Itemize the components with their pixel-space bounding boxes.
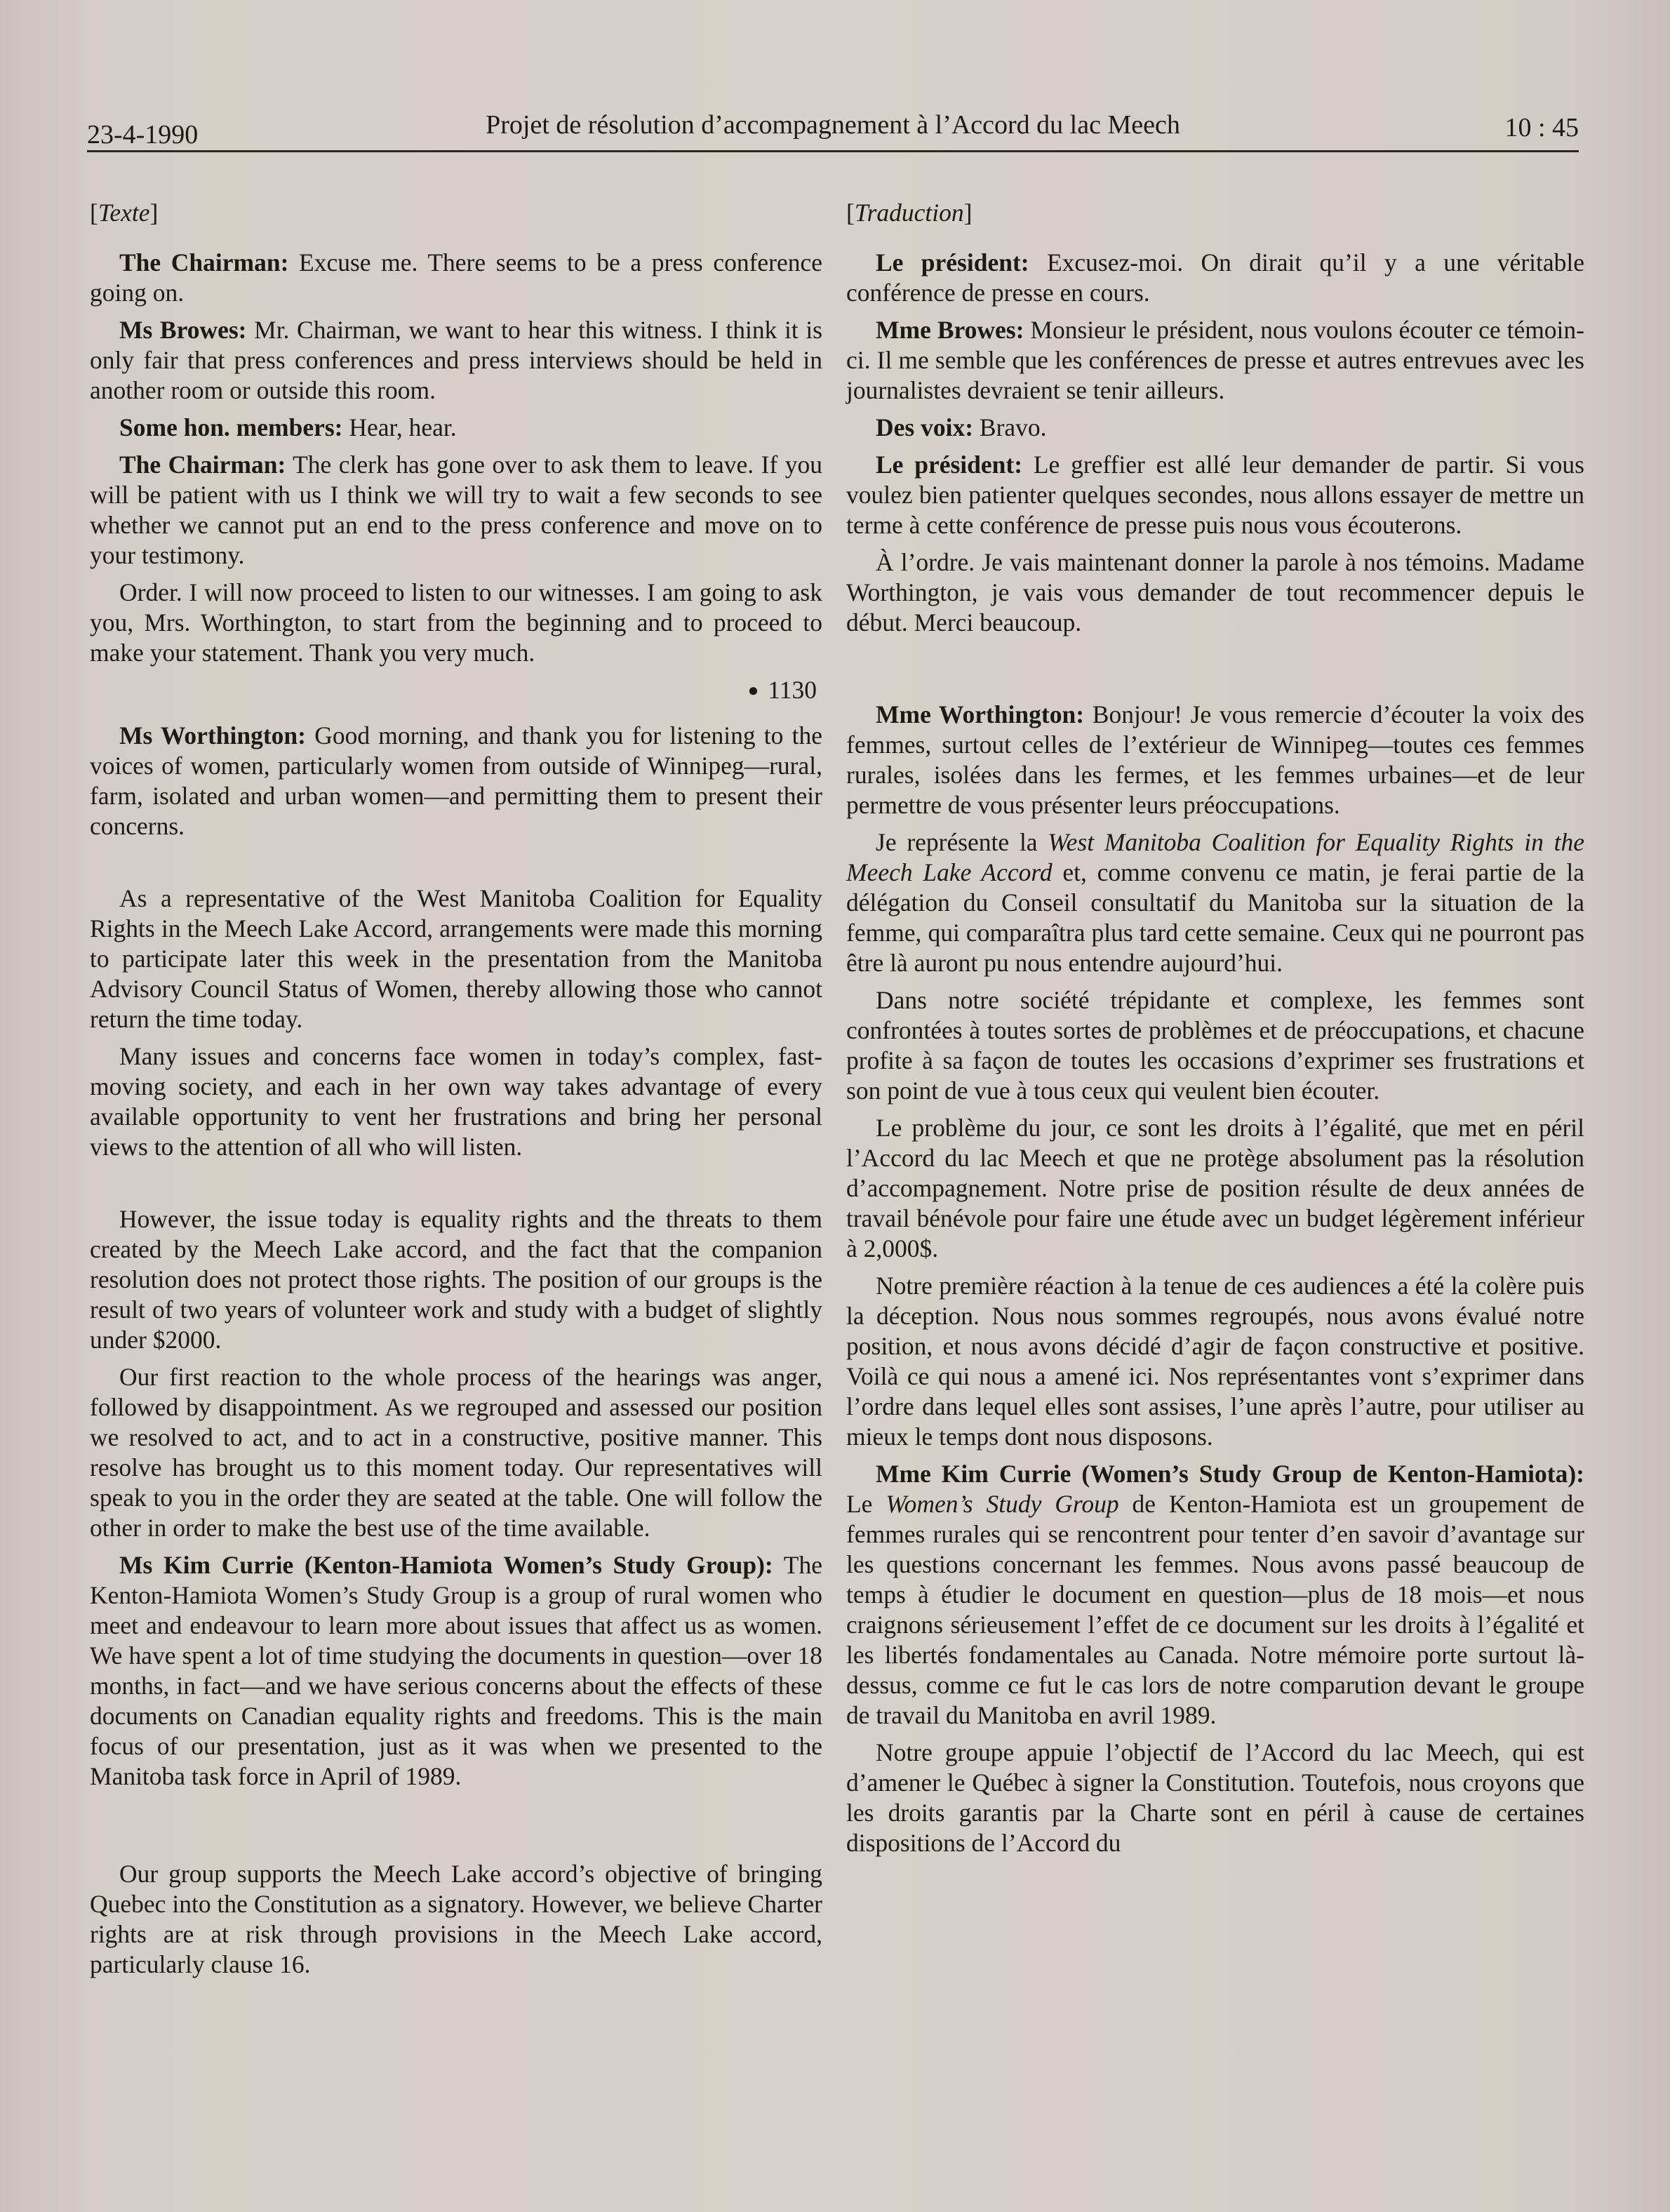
paragraph [90, 413, 822, 443]
paragraph [846, 700, 1584, 820]
paragraph [90, 315, 822, 406]
paragraph [846, 1459, 1584, 1731]
paragraph [846, 450, 1584, 540]
time-marker: ● 1130 [90, 675, 817, 705]
speaker-name: Des voix: [876, 413, 974, 441]
paragraph [846, 827, 1584, 978]
paragraph-text: Hear, hear. [342, 413, 457, 441]
paragraph-text: et, comme convenu ce matin, je ferai partie de la délégation du Conseil consultatif du Manitoba sur la situation de la femme, qui comparaîtra plus tard cette semaine. Ceux qui ne pourront pas être là auront pu nous entendre aujourd’hui. [846, 858, 1585, 977]
paragraph: Our group supports the Meech Lake accord’s objective of bringing Quebec into the Constitution as a signatory. However, we believe Charter rights are at risk through provisions in the Meech Lake accord, particularly clause 16. [90, 1860, 822, 1978]
page-header [87, 105, 1579, 147]
speaker-name: Le président: [876, 248, 1029, 276]
emphasized-text: Women’s Study Group [886, 1490, 1119, 1518]
header-page-number: 10 : 45 [1504, 113, 1579, 142]
speaker-name: Ms Kim Currie (Kenton-Hamiota Women’s Study Group): [119, 1551, 773, 1579]
paragraph [846, 248, 1584, 308]
paragraph: Le problème du jour, ce sont les droits à l’égalité, que met en péril l’Accord du lac Meech et que ne protège absolument pas la résolution d’accompagnement. Notre prise de position résulte de deux années de travail bénévole pour faire une étude avec un budget légèrement inférieur à 2,000$. [846, 1114, 1584, 1262]
paragraph: However, the issue today is equality rights and the threats to them created by the Meech Lake accord, and the fact that the companion resolution does not protect those rights. The position of our groups is the result of two years of volunteer work and study with a budget of slightly under $2000. [90, 1205, 822, 1354]
paragraph-text: The Kenton-Hamiota Women’s Study Group is a group of rural women who meet and endeavour to learn more about issues that affect us as women. We have spent a lot of time studying the documents in question—over 18 months, in fact—and we have serious concerns about the effects of these documents on Canadian equality rights and freedoms. This is the main focus of our presentation, just as it was when we presented to the Manitoba task force in April of 1989. [90, 1551, 822, 1790]
paragraph: Notre première réaction à la tenue de ces audiences a été la colère puis la déception. Nous nous sommes regroupés, nous avons évalué notre position, et nous avons décidé d’agir de façon constructive et positive. Voilà ce qui nous a amené ici. Nos représentantes vont s’exprimer dans l’ordre dans lequel elles sont assises, l’une après l’autre, pour utiliser au mieux le temps dont nous disposons. [846, 1272, 1584, 1451]
paragraph-text: Je représente la [876, 828, 1048, 856]
paragraph-text: Monsieur le président, nous voulons écouter ce témoin-ci. Il me semble que les conférences de presse et autres entrevues avec les journalistes devraient se tenir ailleurs. [846, 316, 1584, 404]
speaker-name: Mme Kim Currie (Women’s Study Group de Kenton-Hamiota): [876, 1460, 1584, 1488]
paragraph-text: Excuse me. There seems to be a press conference going on. [90, 248, 822, 307]
paragraph: Notre groupe appuie l’objectif de l’Accord du lac Meech, qui est d’amener le Québec à signer la Constitution. Toutefois, nous croyons que les droits garantis par la Charte sont en péril à cause de certaines dispositions de l’Accord du [846, 1738, 1584, 1857]
paragraph [90, 248, 822, 308]
speaker-name: Some hon. members: [119, 413, 343, 441]
paragraph [846, 413, 1584, 443]
paragraph-text: Bravo. [973, 413, 1047, 441]
paragraph-text: de Kenton-Hamiota est un groupement de femmes rurales qui se rencontrent pour tenter d’en savoir d’avantage sur les questions concernant les femmes. Nous avons passé beaucoup de temps à étudier le document en question—plus de 18 mois—et nous craignons sérieusement l’effet de ce document sur les droits à l’égalité et les libertés fondamentales au Canada. Notre mémoire porte surtout là-dessus, comme ce fut le cas lors de notre comparution devant le groupe de travail du Manitoba en avril 1989. [846, 1490, 1584, 1729]
paragraph: Order. I will now proceed to listen to our witnesses. I am going to ask you, Mrs. Worthington, to start from the beginning and to proceed to make your statement. Thank you very much. [90, 578, 822, 667]
paragraph-text: Excusez-moi. On dirait qu’il y a une véritable conférence de presse en cours. [846, 248, 1584, 307]
paragraph-text: Le greffier est allé leur demander de partir. Si vous voulez bien patienter quelques secondes, nous allons essayer de mettre un terme à cette conférence de presse puis nous vous écouterons. [846, 451, 1584, 539]
speaker-name: Ms Browes: [119, 316, 247, 344]
paragraph [90, 1550, 822, 1792]
speaker-name: The Chairman: [119, 451, 286, 479]
paragraph-text: The clerk has gone over to ask them to leave. If you will be patient with us I think we will try to wait a few seconds to see whether we cannot put an end to the press conference and move on to your testimony. [90, 451, 822, 569]
speaker-name: Mme Worthington: [876, 700, 1085, 728]
emphasized-text: West Manitoba Coalition for Equality Rights in the Meech Lake Accord [846, 828, 1584, 886]
paragraph: Many issues and concerns face women in today’s complex, fast-moving society, and each in her own way takes advantage of every available opportunity to vent her frustrations and bring her personal views to the attention of all who will listen. [90, 1042, 822, 1161]
paragraph-text: Mr. Chairman, we want to hear this witness. I think it is only fair that press conferences and press interviews should be held in another room or outside this room. [90, 316, 822, 404]
french-column-tag: [ Traduction ] [846, 198, 1584, 228]
speaker-name: The Chairman: [119, 248, 289, 276]
paragraph: Our first reaction to the whole process of the hearings was anger, followed by disappointment. As we regrouped and assessed our position we resolved to act, and to act in a constructive, positive manner. This resolve has brought us to this moment today. Our representatives will speak to you in the order they are seated at the table. One will follow the other in order to make the best use of the time available. [90, 1363, 822, 1542]
english-column-tag: [ Texte ] [90, 198, 822, 228]
paragraph [846, 315, 1584, 406]
speaker-name: Mme Browes: [876, 316, 1024, 344]
french-column [846, 198, 1584, 1865]
english-column [90, 198, 822, 1987]
paragraph: À l’ordre. Je vais maintenant donner la parole à nos témoins. Madame Worthington, je vais vous demander de tout recommencer depuis le début. Merci beaucoup. [846, 548, 1584, 637]
speaker-name: Ms Worthington: [119, 721, 306, 749]
paragraph [90, 721, 822, 841]
paragraph [90, 450, 822, 571]
paragraph: Dans notre société trépidante et complexe, les femmes sont confrontées à toutes sortes de problèmes et de préoccupations, et chacune profite à sa façon de toutes les occasions d’exprimer ses frustrations et son point de vue à tous ceux qui veulent bien écouter. [846, 986, 1584, 1105]
paragraph-text: Good morning, and thank you for listening to the voices of women, particularly women from outside of Winnipeg—rural, farm, isolated and urban women—and permitting them to present their concerns. [90, 721, 822, 840]
speaker-name: Le président: [876, 451, 1023, 479]
header-rule [87, 150, 1579, 152]
header-date: 23-4-1990 [87, 120, 199, 149]
paragraph-text: Bonjour! Je vous remercie d’écouter la voix des femmes, surtout celles de l’extérieur de Winnipeg—toutes ces femmes rurales, isolées dans les fermes, et les femmes urbaines—et de leur permettre de vous présenter leurs préoccupations. [846, 700, 1584, 819]
paragraph: As a representative of the West Manitoba Coalition for Equality Rights in the Meech Lake Accord, arrangements were made this morning to participate later this week in the presentation from the Manitoba Advisory Council Status of Women, thereby allowing those who cannot return the time today. [90, 884, 822, 1033]
paragraph-text: Le [846, 1490, 886, 1518]
header-title: Projet de résolution d’accompagnement à l’Accord du lac Meech [486, 110, 1180, 140]
